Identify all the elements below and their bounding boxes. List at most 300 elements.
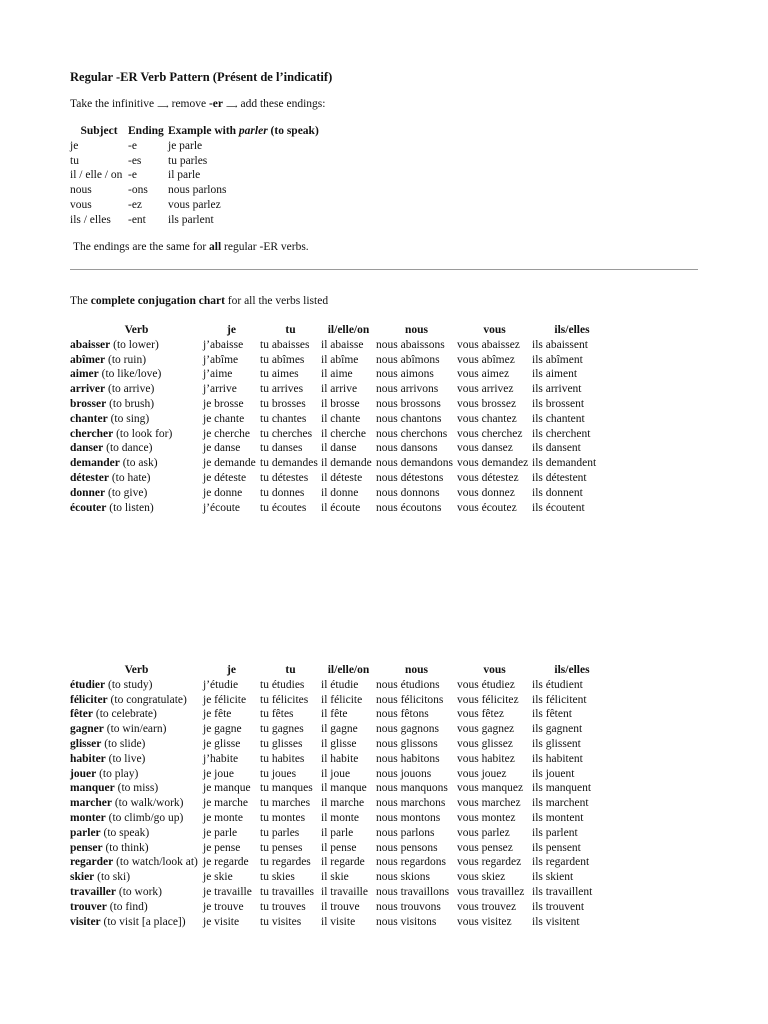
form-ils: ils demandent bbox=[532, 457, 597, 470]
example-verb: parler bbox=[238, 125, 268, 137]
chart-intro-after: for all the verbs listed bbox=[227, 295, 329, 307]
verb-cell bbox=[70, 811, 203, 826]
verb-gloss: (to watch/look at) bbox=[116, 856, 198, 869]
right-arrow-icon: ⟶ bbox=[157, 102, 169, 111]
form-tu: tu cherches bbox=[260, 427, 313, 440]
form-ils: ils glissent bbox=[532, 737, 581, 750]
form-je: je trouve bbox=[203, 900, 244, 913]
endings-row bbox=[70, 139, 319, 154]
form-ils: ils travaillent bbox=[532, 885, 593, 898]
form-il: il demande bbox=[321, 457, 372, 470]
form-il: il abîme bbox=[321, 353, 359, 366]
endings-row bbox=[70, 168, 319, 183]
form-je: je travaille bbox=[203, 885, 252, 898]
form-il: il travaille bbox=[321, 885, 368, 898]
form-je: je joue bbox=[203, 767, 234, 780]
verb-gloss: (to brush) bbox=[109, 397, 155, 410]
form-vous: vous donnez bbox=[457, 486, 515, 499]
form-je: je félicite bbox=[203, 693, 247, 706]
conjugation-table-2 bbox=[70, 663, 612, 929]
verb-infinitive: brosser bbox=[70, 397, 107, 410]
form-tu: tu étudies bbox=[260, 678, 305, 691]
form-il: il chante bbox=[321, 412, 361, 425]
verb-row bbox=[70, 693, 612, 708]
verb-cell bbox=[70, 486, 203, 501]
form-vous: vous chantez bbox=[457, 412, 517, 425]
header-vous: vous bbox=[483, 664, 506, 676]
verb-cell bbox=[70, 796, 203, 811]
verb-infinitive: chanter bbox=[70, 412, 108, 425]
verb-infinitive: penser bbox=[70, 841, 103, 854]
form-tu: tu marches bbox=[260, 797, 311, 810]
endings-example: nous parlons bbox=[168, 184, 227, 197]
verb-gloss: (to work) bbox=[118, 885, 162, 898]
form-il: il fête bbox=[321, 708, 348, 721]
verb-row bbox=[70, 900, 612, 915]
verb-infinitive: aimer bbox=[70, 368, 99, 381]
verb-gloss: (to sing) bbox=[110, 412, 150, 425]
verb-gloss: (to celebrate) bbox=[95, 708, 157, 721]
verb-row bbox=[70, 471, 612, 486]
form-nous: nous visitons bbox=[376, 915, 437, 928]
form-vous: vous pensez bbox=[457, 841, 513, 854]
form-je: je visite bbox=[203, 915, 240, 928]
verb-cell bbox=[70, 870, 203, 885]
verb-gloss: (to win/earn) bbox=[106, 723, 167, 736]
form-nous: nous arrivons bbox=[376, 383, 439, 396]
verb-cell bbox=[70, 441, 203, 456]
form-tu: tu penses bbox=[260, 841, 303, 854]
form-nous: nous aimons bbox=[376, 368, 434, 381]
form-tu: tu parles bbox=[260, 826, 300, 839]
form-il: il déteste bbox=[321, 471, 363, 484]
form-ils: ils gagnent bbox=[532, 723, 583, 736]
form-nous: nous montons bbox=[376, 811, 441, 824]
form-tu: tu gagnes bbox=[260, 723, 304, 736]
form-vous: vous parlez bbox=[457, 826, 510, 839]
verb-infinitive: chercher bbox=[70, 427, 114, 440]
form-je: je fête bbox=[203, 708, 232, 721]
form-vous: vous glissez bbox=[457, 737, 513, 750]
verb-infinitive: regarder bbox=[70, 856, 114, 869]
endings-row bbox=[70, 198, 319, 213]
verb-row bbox=[70, 353, 612, 368]
intro-add-text: add these endings: bbox=[240, 98, 326, 110]
verb-row bbox=[70, 855, 612, 870]
form-nous: nous trouvons bbox=[376, 900, 441, 913]
form-tu: tu regardes bbox=[260, 856, 311, 869]
form-nous: nous demandons bbox=[376, 457, 453, 470]
form-il: il parle bbox=[321, 826, 354, 839]
form-ils: ils habitent bbox=[532, 752, 583, 765]
form-je: je monte bbox=[203, 811, 243, 824]
form-je: je regarde bbox=[203, 856, 249, 869]
conj-header-row bbox=[70, 323, 612, 338]
verb-gloss: (to climb/go up) bbox=[108, 811, 184, 824]
verb-row bbox=[70, 338, 612, 353]
form-il: il aime bbox=[321, 368, 353, 381]
verb-gloss: (to lower) bbox=[113, 338, 159, 351]
endings-ending: -ons bbox=[128, 184, 148, 197]
verb-row bbox=[70, 707, 612, 722]
form-ils: ils trouvent bbox=[532, 900, 585, 913]
form-nous: nous écoutons bbox=[376, 501, 442, 514]
verb-row bbox=[70, 870, 612, 885]
form-vous: vous travaillez bbox=[457, 885, 525, 898]
form-vous: vous dansez bbox=[457, 442, 513, 455]
endings-row bbox=[70, 183, 319, 198]
verb-row bbox=[70, 781, 612, 796]
form-il: il joue bbox=[321, 767, 351, 780]
form-ils: ils regardent bbox=[532, 856, 590, 869]
verb-row bbox=[70, 885, 612, 900]
verb-gloss: (to ruin) bbox=[108, 353, 147, 366]
form-je: j’écoute bbox=[203, 501, 241, 514]
form-ils: ils étudient bbox=[532, 678, 583, 691]
form-je: je parle bbox=[203, 826, 238, 839]
form-je: je marche bbox=[203, 797, 249, 810]
form-tu: tu visites bbox=[260, 915, 302, 928]
verb-infinitive: travailler bbox=[70, 885, 116, 898]
form-je: j’abîme bbox=[203, 353, 239, 366]
endings-row bbox=[70, 213, 319, 228]
form-je: j’étudie bbox=[203, 678, 239, 691]
endings-header-subject: Subject bbox=[80, 125, 118, 137]
form-nous: nous détestons bbox=[376, 471, 444, 484]
form-ils: ils dansent bbox=[532, 442, 581, 455]
verb-infinitive: glisser bbox=[70, 737, 102, 750]
verb-infinitive: parler bbox=[70, 826, 101, 839]
form-nous: nous jouons bbox=[376, 767, 432, 780]
conj-header-row bbox=[70, 663, 612, 678]
verb-cell bbox=[70, 841, 203, 856]
form-vous: vous demandez bbox=[457, 457, 529, 470]
verb-cell bbox=[70, 678, 203, 693]
form-je: je donne bbox=[203, 486, 243, 499]
verb-cell bbox=[70, 397, 203, 412]
form-ils: ils skient bbox=[532, 871, 574, 884]
intro-take-text: Take the infinitive bbox=[70, 98, 155, 110]
form-je: j’arrive bbox=[203, 383, 237, 396]
note-bold: all bbox=[209, 241, 222, 253]
form-vous: vous marchez bbox=[457, 797, 521, 810]
verb-row bbox=[70, 501, 612, 516]
form-tu: tu fêtes bbox=[260, 708, 294, 721]
endings-subject: nous bbox=[70, 184, 92, 197]
form-il: il félicite bbox=[321, 693, 363, 706]
form-je: je demande bbox=[203, 457, 256, 470]
form-tu: tu habites bbox=[260, 752, 305, 765]
form-je: je pense bbox=[203, 841, 241, 854]
chart-intro bbox=[70, 295, 328, 307]
form-nous: nous travaillons bbox=[376, 885, 450, 898]
form-il: il monte bbox=[321, 811, 360, 824]
form-nous: nous parlons bbox=[376, 826, 435, 839]
form-ils: ils fêtent bbox=[532, 708, 572, 721]
form-vous: vous regardez bbox=[457, 856, 522, 869]
verb-gloss: (to dance) bbox=[106, 442, 153, 455]
verb-row bbox=[70, 382, 612, 397]
chart-intro-bold: complete conjugation chart bbox=[90, 295, 225, 307]
form-tu: tu brosses bbox=[260, 397, 306, 410]
form-vous: vous écoutez bbox=[457, 501, 517, 514]
verb-gloss: (to hate) bbox=[111, 471, 151, 484]
header-je: je bbox=[227, 664, 236, 676]
header-tu: tu bbox=[285, 664, 296, 676]
form-nous: nous dansons bbox=[376, 442, 438, 455]
horizontal-divider bbox=[70, 269, 698, 270]
endings-subject: vous bbox=[70, 198, 92, 211]
verb-gloss: (to walk/work) bbox=[114, 797, 184, 810]
header-nous: nous bbox=[404, 324, 429, 336]
form-nous: nous brossons bbox=[376, 397, 441, 410]
form-il: il donne bbox=[321, 486, 359, 499]
form-nous: nous pensons bbox=[376, 841, 438, 854]
verb-cell bbox=[70, 412, 203, 427]
form-vous: vous étudiez bbox=[457, 678, 515, 691]
form-tu: tu félicites bbox=[260, 693, 309, 706]
verb-row bbox=[70, 915, 612, 930]
form-vous: vous abaissez bbox=[457, 338, 520, 351]
header-ils: ils/elles bbox=[554, 324, 590, 336]
form-il: il étudie bbox=[321, 678, 359, 691]
form-tu: tu trouves bbox=[260, 900, 306, 913]
header-vous: vous bbox=[483, 324, 506, 336]
form-nous: nous gagnons bbox=[376, 723, 439, 736]
verb-cell bbox=[70, 826, 203, 841]
form-il: il gagne bbox=[321, 723, 358, 736]
form-vous: vous fêtez bbox=[457, 708, 504, 721]
form-nous: nous chantons bbox=[376, 412, 442, 425]
endings-header-ending: Ending bbox=[128, 125, 164, 137]
form-je: je déteste bbox=[203, 471, 247, 484]
endings-subject: tu bbox=[70, 154, 79, 167]
verb-infinitive: arriver bbox=[70, 383, 106, 396]
page-title: Regular -ER Verb Pattern (Présent de l’indicatif) bbox=[70, 70, 333, 84]
verb-cell bbox=[70, 752, 203, 767]
verb-row bbox=[70, 412, 612, 427]
form-il: il abaisse bbox=[321, 338, 364, 351]
form-je: j’abaisse bbox=[203, 338, 244, 351]
endings-subject: ils / elles bbox=[70, 213, 111, 226]
note-after: regular -ER verbs. bbox=[224, 241, 309, 253]
form-ils: ils arrivent bbox=[532, 383, 582, 396]
form-ils: ils aiment bbox=[532, 368, 578, 381]
verb-gloss: (to look for) bbox=[116, 427, 173, 440]
form-je: je brosse bbox=[203, 397, 244, 410]
form-vous: vous détestez bbox=[457, 471, 519, 484]
verb-infinitive: gagner bbox=[70, 723, 104, 736]
verb-gloss: (to arrive) bbox=[108, 383, 155, 396]
endings-table bbox=[70, 124, 319, 228]
form-ils: ils donnent bbox=[532, 486, 583, 499]
intro-remove-text: remove bbox=[171, 98, 207, 110]
form-tu: tu abîmes bbox=[260, 353, 305, 366]
verb-cell bbox=[70, 501, 203, 516]
form-nous: nous marchons bbox=[376, 797, 446, 810]
verb-gloss: (to listen) bbox=[109, 501, 154, 514]
form-il: il danse bbox=[321, 442, 357, 455]
verb-gloss: (to ask) bbox=[122, 457, 158, 470]
form-tu: tu donnes bbox=[260, 486, 305, 499]
form-tu: tu glisses bbox=[260, 737, 303, 750]
header-verb: Verb bbox=[124, 664, 149, 676]
verb-cell bbox=[70, 382, 203, 397]
conjugation-table-1 bbox=[70, 323, 612, 515]
verb-row bbox=[70, 737, 612, 752]
verb-gloss: (to play) bbox=[99, 767, 139, 780]
form-tu: tu joues bbox=[260, 767, 297, 780]
form-nous: nous glissons bbox=[376, 737, 438, 750]
form-il: il trouve bbox=[321, 900, 360, 913]
verb-infinitive: féliciter bbox=[70, 693, 108, 706]
verb-cell bbox=[70, 353, 203, 368]
endings-example: il parle bbox=[168, 169, 201, 182]
verb-infinitive: habiter bbox=[70, 752, 106, 765]
form-ils: ils chantent bbox=[532, 412, 585, 425]
verb-infinitive: étudier bbox=[70, 678, 106, 691]
verb-cell bbox=[70, 471, 203, 486]
form-vous: vous habitez bbox=[457, 752, 515, 765]
verb-cell bbox=[70, 855, 203, 870]
endings-example: tu parles bbox=[168, 154, 208, 167]
form-je: je skie bbox=[203, 871, 233, 884]
form-tu: tu aimes bbox=[260, 368, 299, 381]
endings-ending: -e bbox=[128, 169, 137, 182]
intro-instructions bbox=[70, 98, 325, 111]
header-verb: Verb bbox=[124, 324, 149, 336]
endings-subject: je bbox=[70, 139, 79, 152]
verb-infinitive: demander bbox=[70, 457, 120, 470]
form-vous: vous montez bbox=[457, 811, 516, 824]
form-nous: nous étudions bbox=[376, 678, 440, 691]
form-tu: tu manques bbox=[260, 782, 313, 795]
verb-cell bbox=[70, 767, 203, 782]
form-ils: ils visitent bbox=[532, 915, 580, 928]
verb-gloss: (to like/love) bbox=[101, 368, 162, 381]
form-ils: ils jouent bbox=[532, 767, 575, 780]
form-ils: ils écoutent bbox=[532, 501, 585, 514]
form-ils: ils détestent bbox=[532, 471, 587, 484]
verb-infinitive: skier bbox=[70, 871, 95, 884]
form-je: je manque bbox=[203, 782, 251, 795]
form-vous: vous skiez bbox=[457, 871, 506, 884]
header-je: je bbox=[227, 324, 236, 336]
verb-row bbox=[70, 441, 612, 456]
verb-infinitive: écouter bbox=[70, 501, 107, 514]
header-tu: tu bbox=[285, 324, 296, 336]
form-il: il visite bbox=[321, 915, 356, 928]
verb-infinitive: trouver bbox=[70, 900, 107, 913]
verb-row bbox=[70, 722, 612, 737]
form-vous: vous aimez bbox=[457, 368, 510, 381]
verb-cell bbox=[70, 885, 203, 900]
form-vous: vous arrivez bbox=[457, 383, 514, 396]
form-ils: ils brossent bbox=[532, 397, 585, 410]
form-je: je cherche bbox=[203, 427, 250, 440]
intro-remove-ending: -er bbox=[208, 98, 224, 110]
form-il: il cherche bbox=[321, 427, 367, 440]
verb-infinitive: danser bbox=[70, 442, 104, 455]
form-vous: vous abîmez bbox=[457, 353, 515, 366]
form-je: je chante bbox=[203, 412, 245, 425]
form-nous: nous manquons bbox=[376, 782, 448, 795]
form-il: il pense bbox=[321, 841, 357, 854]
form-il: il skie bbox=[321, 871, 349, 884]
verb-row bbox=[70, 367, 612, 382]
verb-cell bbox=[70, 781, 203, 796]
verb-gloss: (to think) bbox=[105, 841, 149, 854]
form-il: il marche bbox=[321, 797, 365, 810]
form-tu: tu écoutes bbox=[260, 501, 307, 514]
verb-gloss: (to ski) bbox=[97, 871, 131, 884]
verb-cell bbox=[70, 456, 203, 471]
verb-infinitive: visiter bbox=[70, 915, 101, 928]
form-il: il manque bbox=[321, 782, 367, 795]
form-nous: nous regardons bbox=[376, 856, 446, 869]
verb-gloss: (to visit [a place]) bbox=[103, 915, 186, 928]
verb-cell bbox=[70, 737, 203, 752]
form-vous: vous brossez bbox=[457, 397, 517, 410]
note-before: The endings are the same for bbox=[73, 241, 207, 253]
form-il: il habite bbox=[321, 752, 359, 765]
endings-subject: il / elle / on bbox=[70, 169, 123, 182]
verb-infinitive: abîmer bbox=[70, 353, 106, 366]
form-nous: nous donnons bbox=[376, 486, 440, 499]
endings-ending: -ent bbox=[128, 213, 146, 226]
header-nous: nous bbox=[404, 664, 429, 676]
verb-infinitive: abaisser bbox=[70, 338, 111, 351]
endings-ending: -e bbox=[128, 139, 137, 152]
endings-example: ils parlent bbox=[168, 213, 214, 226]
form-il: il écoute bbox=[321, 501, 361, 514]
endings-ending: -es bbox=[128, 154, 142, 167]
chart-intro-before: The bbox=[70, 295, 88, 307]
form-tu: tu détestes bbox=[260, 471, 309, 484]
verb-gloss: (to congratulate) bbox=[110, 693, 187, 706]
verb-cell bbox=[70, 367, 203, 382]
form-nous: nous félicitons bbox=[376, 693, 444, 706]
form-nous: nous habitons bbox=[376, 752, 440, 765]
endings-row bbox=[70, 154, 319, 169]
verb-gloss: (to live) bbox=[108, 752, 146, 765]
form-ils: ils manquent bbox=[532, 782, 592, 795]
form-vous: vous visitez bbox=[457, 915, 512, 928]
form-tu: tu danses bbox=[260, 442, 303, 455]
verb-cell bbox=[70, 915, 203, 930]
verb-infinitive: monter bbox=[70, 811, 106, 824]
endings-ending: -ez bbox=[128, 198, 143, 211]
form-je: j’habite bbox=[203, 752, 239, 765]
verb-row bbox=[70, 767, 612, 782]
verb-row bbox=[70, 678, 612, 693]
verb-infinitive: fêter bbox=[70, 708, 93, 721]
verb-gloss: (to speak) bbox=[103, 826, 150, 839]
form-nous: nous cherchons bbox=[376, 427, 448, 440]
form-ils: ils parlent bbox=[532, 826, 578, 839]
header-il: il/elle/on bbox=[327, 324, 370, 336]
form-il: il glisse bbox=[321, 737, 357, 750]
verb-row bbox=[70, 752, 612, 767]
verb-infinitive: donner bbox=[70, 486, 106, 499]
verb-infinitive: manquer bbox=[70, 782, 115, 795]
form-nous: nous abîmons bbox=[376, 353, 440, 366]
verb-infinitive: jouer bbox=[70, 767, 97, 780]
form-je: je gagne bbox=[203, 723, 242, 736]
verb-cell bbox=[70, 900, 203, 915]
form-nous: nous fêtons bbox=[376, 708, 429, 721]
form-tu: tu skies bbox=[260, 871, 295, 884]
